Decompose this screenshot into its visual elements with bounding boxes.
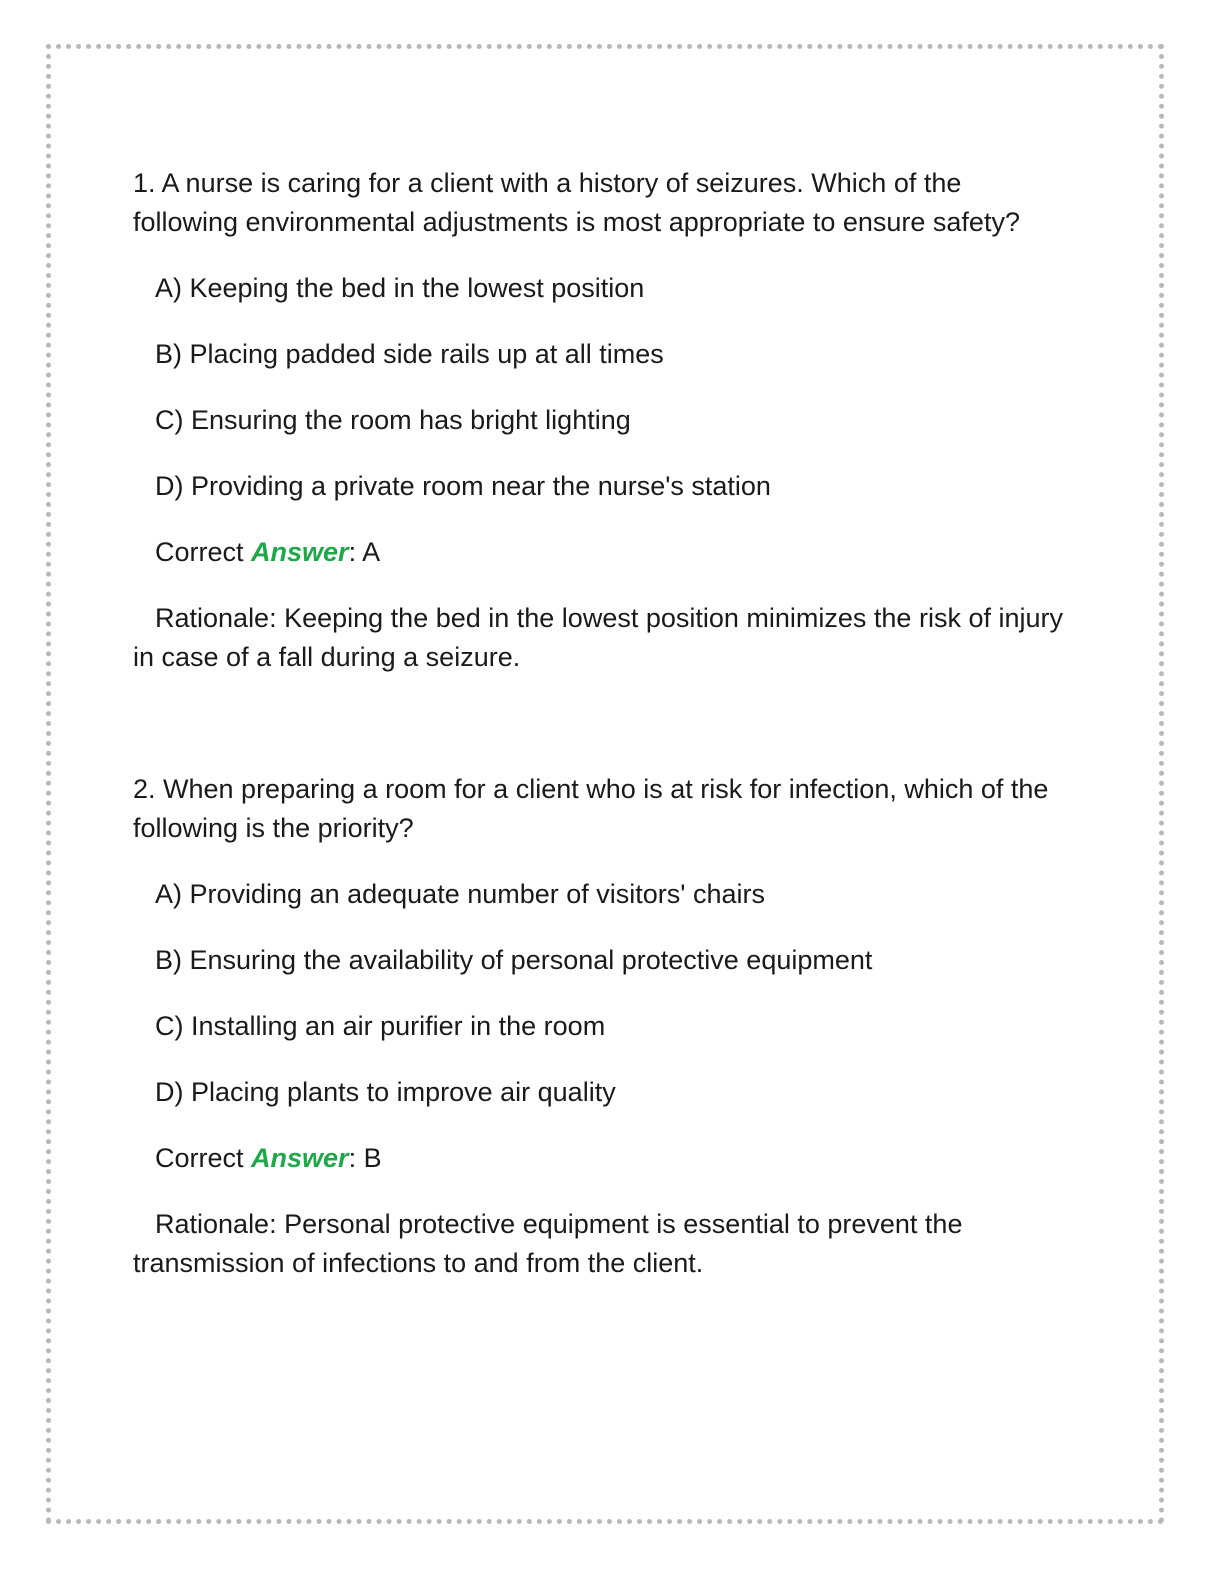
question-block-2 (133, 770, 1073, 1283)
answer-prefix: Correct (155, 537, 252, 567)
option-a: A) Providing an adequate number of visitors' chairs (155, 879, 765, 909)
question-text: 1. A nurse is caring for a client with a history of seizures. Which of the following environmental adjustments is most appropriate to ensure safety? (133, 168, 1020, 237)
option-b: B) Ensuring the availability of personal protective equipment (155, 945, 873, 975)
question-text: 2. When preparing a room for a client who is at risk for infection, which of the following is the priority? (133, 774, 1049, 843)
answer-word: Answer (251, 537, 349, 567)
answer-value: : B (348, 1143, 382, 1173)
question-block-1 (133, 164, 1073, 677)
correct-answer (155, 1139, 1073, 1178)
option-c: C) Installing an air purifier in the room (155, 1011, 606, 1041)
answer-word: Answer (251, 1143, 349, 1173)
document-content (133, 164, 1073, 1283)
option-a: A) Keeping the bed in the lowest position (155, 273, 645, 303)
option-d: D) Providing a private room near the nurse's station (155, 471, 771, 501)
answer-prefix: Correct (155, 1143, 252, 1173)
rationale: Rationale: Personal protective equipment is essential to prevent the transmission of infections to and from the client. (133, 1209, 963, 1278)
rationale: Rationale: Keeping the bed in the lowest position minimizes the risk of injury in case of a fall during a seizure. (133, 603, 1063, 672)
correct-answer (155, 533, 1073, 572)
option-d: D) Placing plants to improve air quality (155, 1077, 616, 1107)
option-b: B) Placing padded side rails up at all times (155, 339, 664, 369)
option-c: C) Ensuring the room has bright lighting (155, 405, 631, 435)
answer-value: : A (348, 537, 381, 567)
